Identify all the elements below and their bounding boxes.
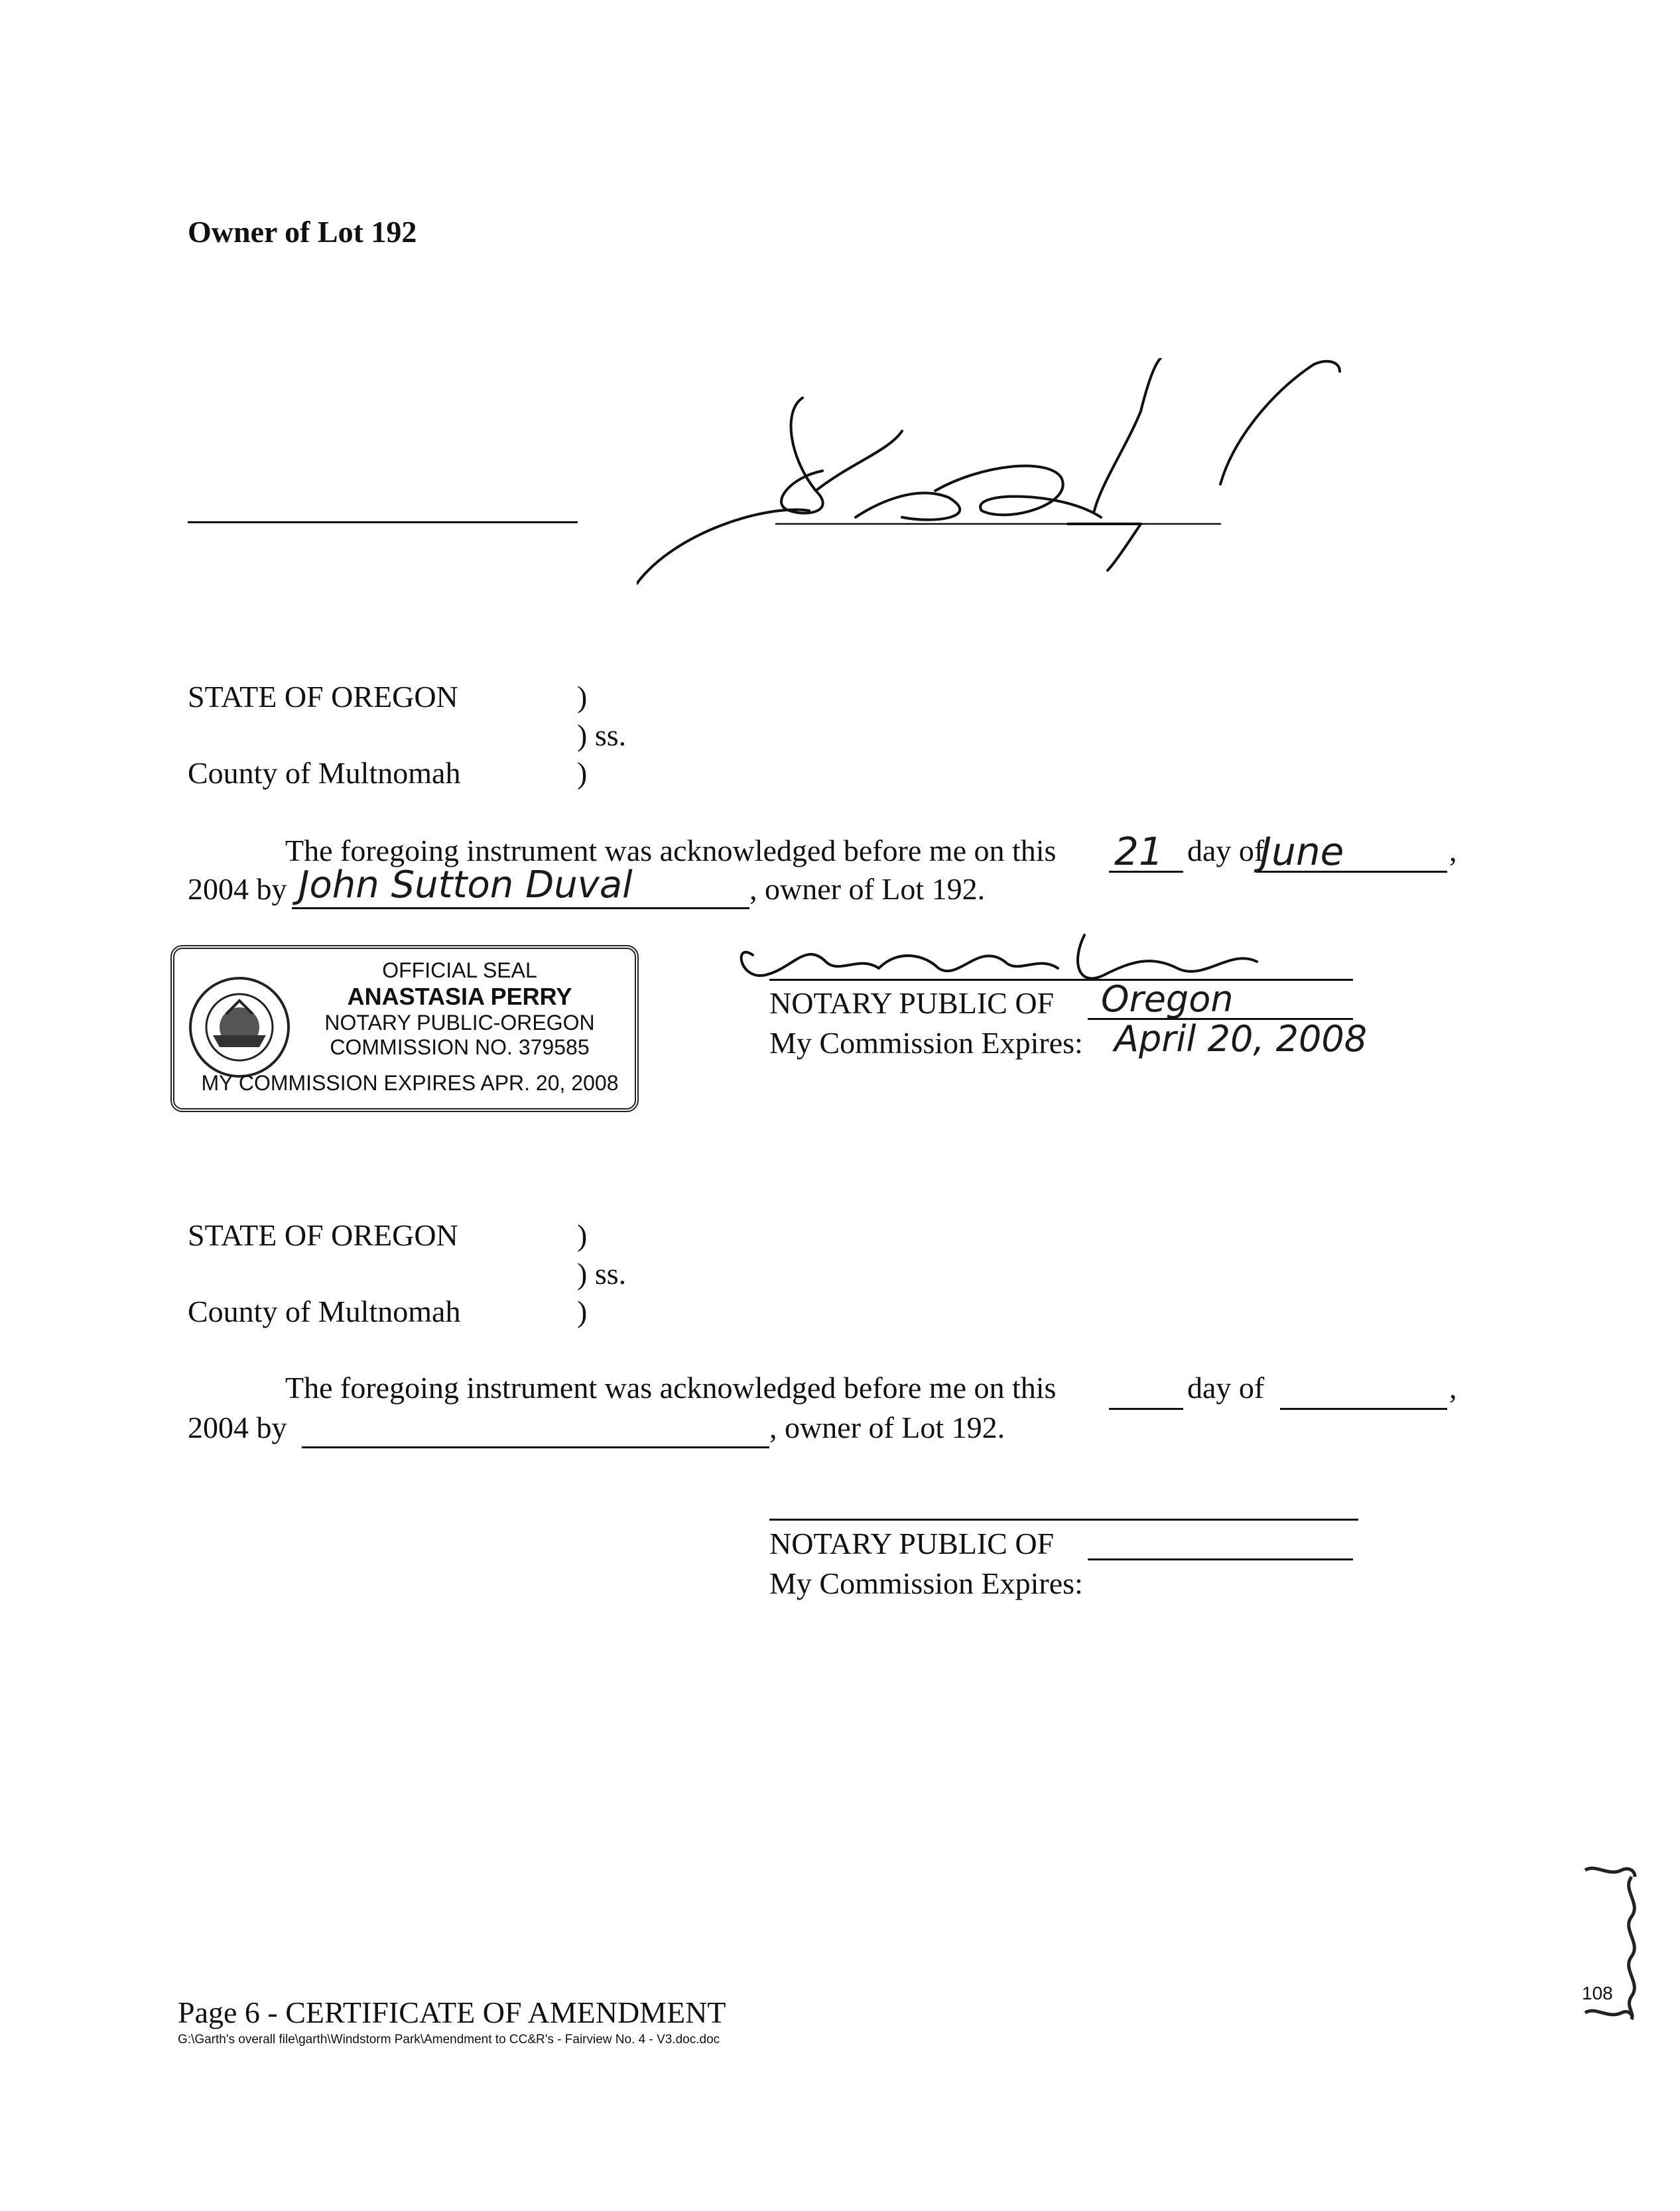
paren-2c: ) bbox=[577, 1295, 588, 1328]
ack-line2-suffix-2: , owner of Lot 192. bbox=[769, 1411, 1005, 1444]
month-value-1: June bbox=[1260, 829, 1344, 874]
ss-label-1: ) ss. bbox=[577, 718, 627, 752]
owner-signature bbox=[637, 358, 1393, 590]
commission-expires-2: My Commission Expires: bbox=[769, 1566, 1083, 1600]
comma-1: , bbox=[1449, 834, 1457, 867]
ack-line2-prefix-2: 2004 by bbox=[188, 1411, 287, 1444]
notary-signature-1 bbox=[726, 915, 1323, 995]
owner-heading: Owner of Lot 192 bbox=[188, 215, 417, 249]
name-value-1: John Sutton Duval bbox=[298, 863, 633, 907]
ack-line2-prefix-1: 2004 by bbox=[188, 872, 287, 906]
name-line-2 bbox=[302, 1446, 769, 1448]
comma-2: , bbox=[1449, 1371, 1457, 1405]
name-line-1 bbox=[292, 907, 749, 909]
seal-title: OFFICIAL SEAL bbox=[382, 958, 537, 982]
ack-line2-suffix-1: , owner of Lot 192. bbox=[749, 872, 986, 906]
seal-line-3: MY COMMISSION EXPIRES APR. 20, 2008 bbox=[201, 1071, 619, 1095]
notary-state-line-2 bbox=[1088, 1558, 1353, 1560]
official-seal-stamp bbox=[170, 945, 639, 1112]
page-footer-label: Page 6 - CERTIFICATE OF AMENDMENT bbox=[178, 1995, 726, 2029]
county-label-2: County of Multnomah bbox=[188, 1295, 461, 1328]
paren-2a: ) bbox=[577, 1218, 588, 1252]
oregon-seal-emblem bbox=[186, 974, 292, 1080]
seal-name: ANASTASIA PERRY bbox=[347, 983, 572, 1010]
notary-state-value-1: Oregon bbox=[1101, 978, 1234, 1020]
day-of-label-1: day of bbox=[1187, 834, 1265, 867]
notary-public-of-2: NOTARY PUBLIC OF bbox=[769, 1527, 1055, 1560]
corner-stamp-number: 108 bbox=[1582, 1983, 1613, 2003]
paren-1c: ) bbox=[577, 756, 588, 790]
ss-label-2: ) ss. bbox=[577, 1257, 627, 1291]
seal-line-1: NOTARY PUBLIC-OREGON bbox=[324, 1011, 595, 1035]
notary-signature-line-2 bbox=[769, 1519, 1358, 1521]
notary-signature-line-1 bbox=[769, 979, 1353, 981]
state-label-1: STATE OF OREGON bbox=[188, 680, 458, 714]
month-line-2 bbox=[1280, 1408, 1447, 1410]
commission-value-1: April 20, 2008 bbox=[1114, 1018, 1368, 1060]
commission-expires-1: My Commission Expires: bbox=[769, 1026, 1083, 1060]
ack-line1-prefix-1: The foregoing instrument was acknowledged before me on this bbox=[285, 834, 1057, 867]
state-label-2: STATE OF OREGON bbox=[188, 1218, 458, 1252]
day-of-label-2: day of bbox=[1187, 1371, 1265, 1405]
paren-1a: ) bbox=[577, 680, 588, 714]
ack-line1-prefix-2: The foregoing instrument was acknowledged before me on this bbox=[285, 1371, 1057, 1405]
day-value-1: 21 bbox=[1114, 829, 1163, 874]
notary-public-of-1: NOTARY PUBLIC OF bbox=[769, 986, 1055, 1020]
day-line-2 bbox=[1109, 1408, 1183, 1410]
seal-line-2: COMMISSION NO. 379585 bbox=[330, 1035, 590, 1059]
file-path-footer: G:\Garth's overall file\garth\Windstorm Park\Amendment to CC&R's - Fairview No. 4 - V3.doc.doc bbox=[178, 2033, 720, 2047]
signature-line-left bbox=[188, 521, 578, 523]
county-label-1: County of Multnomah bbox=[188, 756, 461, 790]
